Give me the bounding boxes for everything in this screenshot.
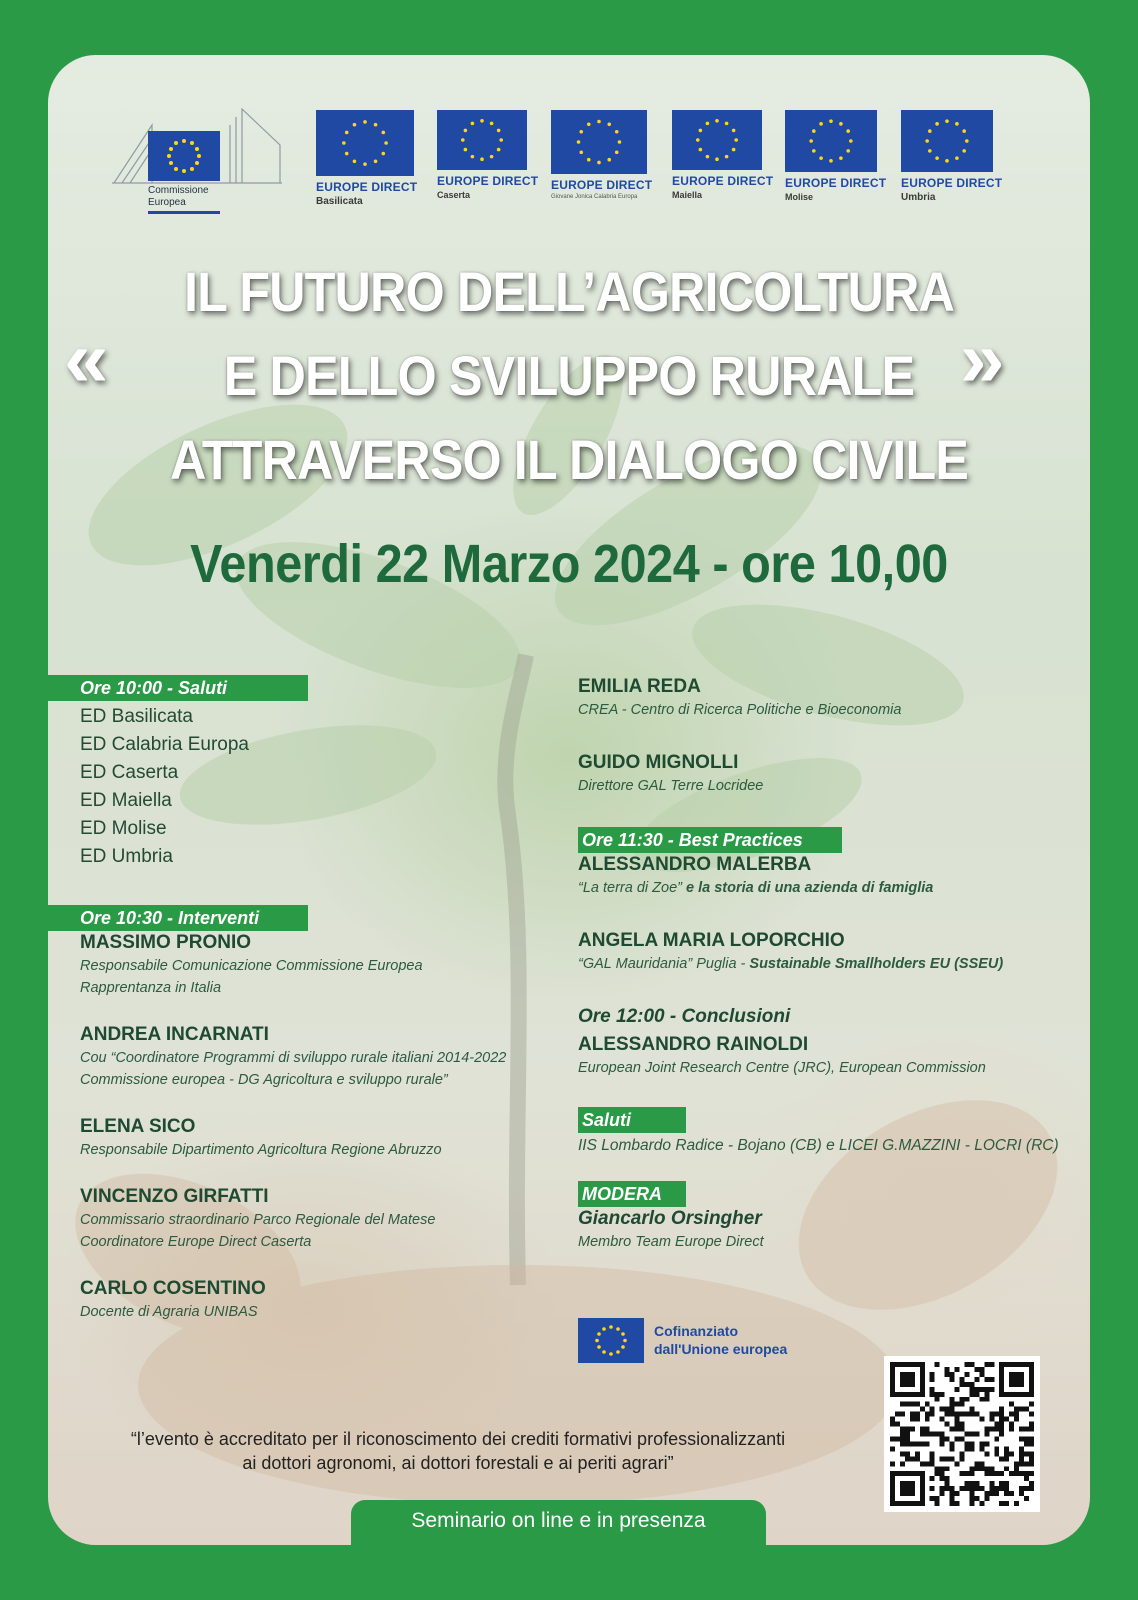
- section-saluti-closing: Saluti: [578, 1107, 686, 1133]
- speaker: MASSIMO PRONIO Responsabile Comunicazione Commissione Europea Rapprentanza in Italia: [80, 932, 423, 996]
- moderator: Giancarlo Orsingher Membro Team Europe Direct: [578, 1208, 764, 1250]
- section-saluti-opening: Ore 10:00 - Saluti: [48, 675, 308, 701]
- list-item: ED Caserta: [80, 762, 179, 783]
- section-best-practices: Ore 11:30 - Best Practices: [578, 827, 842, 853]
- event-date: Venerdi 22 Marzo 2024 - ore 10,00: [190, 534, 948, 594]
- poster-card: [48, 55, 1090, 1545]
- europe-direct-logo-umbria: EUROPE DIRECT Umbria: [901, 110, 1002, 203]
- list-item: ED Umbria: [80, 846, 173, 867]
- speaker: GUIDO MIGNOLLI Direttore GAL Terre Locridee: [578, 752, 764, 794]
- qr-code-icon: [890, 1362, 1034, 1506]
- eu-flag-icon: [148, 131, 220, 181]
- program-right-column: [578, 675, 1078, 1253]
- eu-flag-icon: [578, 1318, 644, 1363]
- europe-direct-logo-maiella: EUROPE DIRECT Maiella: [672, 110, 773, 200]
- eu-flag-icon: [437, 110, 527, 170]
- section-interventi: Ore 10:30 - Interventi: [48, 905, 308, 931]
- program-left-column: [48, 675, 558, 1323]
- eu-flag-icon: [551, 110, 647, 174]
- speaker: ANGELA MARIA LOPORCHIO “GAL Mauridania” Puglia - Sustainable Smallholders EU (SSEU): [578, 930, 1004, 972]
- section-conclusioni: Ore 12:00 - Conclusioni ALESSANDRO RAINOLDI European Joint Research Centre (JRC), European Commission: [578, 1006, 986, 1076]
- section-modera: MODERA: [578, 1181, 686, 1207]
- commission-label: Commissione Europea: [148, 185, 209, 208]
- speaker: CARLO COSENTINO Docente di Agraria UNIBAS: [80, 1278, 266, 1320]
- commission-underline: [148, 211, 220, 214]
- europe-direct-logo-basilicata: EUROPE DIRECT Basilicata: [316, 110, 417, 207]
- list-item: ED Calabria Europa: [80, 734, 249, 755]
- list-item: ED Basilicata: [80, 706, 193, 727]
- speaker: ALESSANDRO MALERBA “La terra di Zoe” e la storia di una azienda di famiglia: [578, 854, 934, 896]
- speaker: VINCENZO GIRFATTI Commissario straordinario Parco Regionale del Matese Coordinatore Europe Direct Caserta: [80, 1186, 436, 1250]
- eu-flag-icon: [901, 110, 993, 172]
- eu-flag-icon: [785, 110, 877, 172]
- qr-code[interactable]: [884, 1356, 1040, 1512]
- seminar-format-banner: Seminario on line e in presenza: [351, 1500, 766, 1545]
- list-item: ED Maiella: [80, 790, 172, 811]
- close-quote-mark: »: [960, 314, 1005, 403]
- list-item: ED Molise: [80, 818, 167, 839]
- commission-logo: [112, 105, 282, 215]
- eu-flag-icon: [672, 110, 762, 170]
- speaker: ANDREA INCARNATI Cou “Coordinatore Programmi di sviluppo rurale italiani 2014-2022 Commissione europea - DG Agricoltura e sviluppo rurale”: [80, 1024, 507, 1088]
- europe-direct-logo-calabria: EUROPE DIRECT Giovane Jonica Calabria Europa: [551, 110, 652, 200]
- eu-flag-icon: [316, 110, 414, 176]
- cofinanced-eu-logo: Cofinanziato dall'Unione europea: [578, 1318, 838, 1364]
- speaker: EMILIA REDA CREA - Centro di Ricerca Politiche e Bioeconomia: [578, 676, 902, 718]
- event-title: IL FUTURO DELL’AGRICOLTURA E DELLO SVILUPPO RURALE ATTRAVERSO IL DIALOGO CIVILE: [169, 260, 969, 491]
- open-quote-mark: «: [64, 314, 109, 403]
- accreditation-note: “l’evento è accreditato per il riconoscimento dei crediti formativi professionalizzanti ai dottori agronomi, ai dottori forestali e ai periti agrari”: [130, 1429, 786, 1473]
- speaker: ELENA SICO Responsabile Dipartimento Agricoltura Regione Abruzzo: [80, 1116, 442, 1158]
- saluti-closing-text: IIS Lombardo Radice - Bojano (CB) e LICEI G.MAZZINI - LOCRI (RC): [578, 1137, 1059, 1154]
- saluti-list: [48, 703, 558, 871]
- europe-direct-logo-molise: EUROPE DIRECT Molise: [785, 110, 886, 202]
- europe-direct-logo-caserta: EUROPE DIRECT Caserta: [437, 110, 538, 200]
